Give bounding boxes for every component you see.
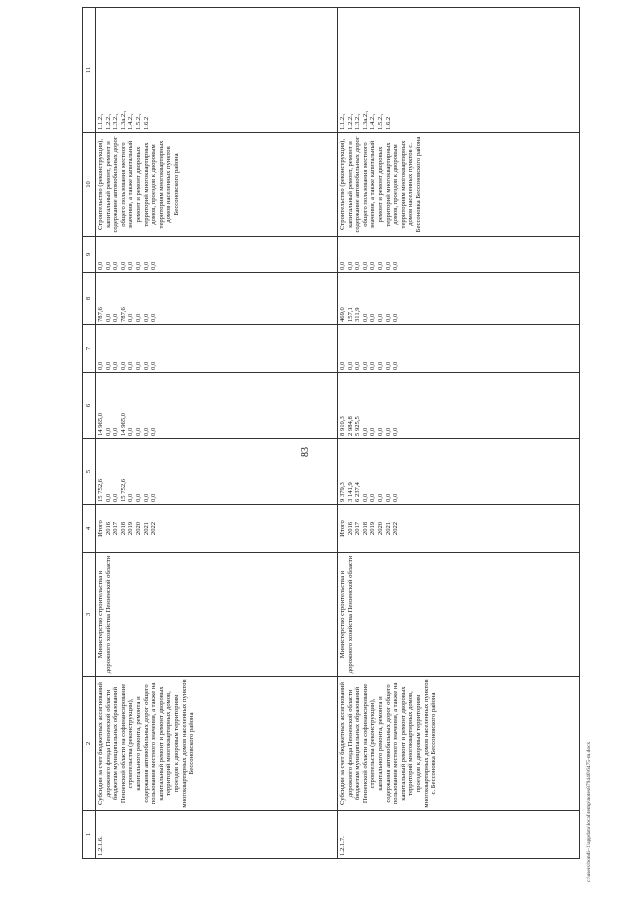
indicator-cell: 1.3а.2.,: [361, 110, 369, 130]
value-cell: 787,6: [97, 307, 104, 322]
value-cell: 0,0: [104, 427, 112, 436]
value-cell: 0,0: [142, 313, 150, 322]
value-cell: 311,9: [354, 307, 362, 322]
value-cell: 0,0: [376, 313, 384, 322]
value-cell: 0,0: [384, 427, 392, 436]
year-cell: 2021: [384, 521, 392, 536]
table-row: [96, 8, 338, 859]
year-cell: 2022: [392, 521, 400, 536]
row-col9: [338, 237, 580, 273]
value-cell: 0,0: [376, 261, 384, 270]
value-cell: 0,0: [369, 427, 377, 436]
value-cell: 0,0: [354, 361, 362, 370]
value-cell: 0,0: [142, 361, 150, 370]
value-cell: 787,6: [119, 307, 127, 322]
value-cell: 0,0: [150, 361, 158, 370]
year-cell: Итого: [339, 520, 346, 537]
value-cell: 0,0: [376, 361, 384, 370]
year-cell: 2016: [346, 521, 354, 536]
row-col8: [96, 273, 338, 325]
value-cell: 0,0: [384, 493, 392, 502]
year-cell: 2019: [369, 521, 377, 536]
value-cell: 0,0: [339, 261, 346, 270]
row-indicators: [96, 8, 338, 133]
value-cell: 0,0: [346, 361, 354, 370]
value-cell: 0,0: [369, 493, 377, 502]
value-cell: 0,0: [346, 261, 354, 270]
row-id: 1.2.1.6.: [96, 811, 338, 859]
header-cell: 7: [83, 325, 96, 373]
value-cell: 0,0: [142, 493, 150, 502]
value-cell: 0,0: [134, 261, 142, 270]
value-cell: 0,0: [361, 361, 369, 370]
value-cell: 0,0: [112, 313, 120, 322]
value-cell: 157,1: [346, 307, 354, 322]
row-result: Строительство (реконструкция), капитальный ремонт, ремонт и содержание автомобильных дорог общего пользования местного значения, а также капитальный ремонт и ремонт дворовых территорий многоквартирных домов, проездов к дворовым территориям многоквартирных домов населенных пунктов Бессоновского района: [96, 133, 338, 237]
value-cell: 0,0: [376, 493, 384, 502]
header-cell: 4: [83, 505, 96, 553]
value-cell: 0,0: [384, 261, 392, 270]
value-cell: 6 237,4: [354, 482, 362, 502]
value-cell: 0,0: [339, 361, 346, 370]
year-cell: 2017: [354, 521, 362, 536]
header-cell: 11: [83, 8, 96, 133]
header-cell: 5: [83, 439, 96, 505]
value-cell: 0,0: [134, 427, 142, 436]
year-cell: 2018: [119, 521, 127, 536]
value-cell: 0,0: [104, 313, 112, 322]
footer-file-path: c:\users\bondi~1\appdata\local\temp\notes879440\6475-m.docx: [586, 741, 592, 882]
value-cell: 0,0: [134, 313, 142, 322]
indicator-cell: 1.5.2.,: [134, 113, 142, 130]
indicator-cell: 1.2.2.,: [346, 113, 354, 130]
value-cell: 469,0: [339, 307, 346, 322]
value-cell: 0,0: [134, 493, 142, 502]
row-id: 1.2.1.7.: [338, 811, 580, 859]
value-cell: 0,0: [119, 261, 127, 270]
value-cell: 0,0: [361, 493, 369, 502]
year-cell: 2021: [142, 521, 150, 536]
value-cell: 0,0: [134, 361, 142, 370]
rotated-table-wrapper: [82, 8, 580, 859]
value-cell: 0,0: [112, 361, 120, 370]
row-years: [96, 505, 338, 553]
value-cell: 0,0: [384, 361, 392, 370]
value-cell: 2 984,8: [346, 416, 354, 436]
header-cell: 10: [83, 133, 96, 237]
value-cell: 0,0: [112, 261, 120, 270]
year-cell: 2019: [127, 521, 135, 536]
row-col5: [338, 439, 580, 505]
value-cell: 0,0: [150, 427, 158, 436]
value-cell: 0,0: [112, 493, 120, 502]
indicator-cell: 1.3.2.,: [112, 113, 120, 130]
header-cell: 2: [83, 677, 96, 811]
value-cell: 0,0: [97, 361, 104, 370]
indicator-cell: 1.2.2.,: [104, 113, 112, 130]
row-col8: [338, 273, 580, 325]
value-cell: 14 965,0: [97, 412, 104, 436]
indicator-cell: 1.3а.2.,: [119, 110, 127, 130]
row-result: Строительство (реконструкция), капитальный ремонт, ремонт и содержание автомобильных дорог общего пользования местного значения, а также капитальный ремонт и ремонт дворовых территорий многоквартирных домов, проездов к дворовым территориям многоквартирных домов населенных пунктов с. Бессоновка Бессоновского района: [338, 133, 580, 237]
header-row: [83, 8, 96, 859]
row-col6: [338, 373, 580, 439]
value-cell: 0,0: [369, 261, 377, 270]
row-col7: [96, 325, 338, 373]
header-cell: 6: [83, 373, 96, 439]
value-cell: 0,0: [354, 261, 362, 270]
value-cell: 0,0: [369, 313, 377, 322]
value-cell: 0,0: [384, 313, 392, 322]
value-cell: 0,0: [150, 261, 158, 270]
value-cell: 0,0: [392, 493, 400, 502]
header-cell: 1: [83, 811, 96, 859]
value-cell: 0,0: [361, 313, 369, 322]
row-col6: [96, 373, 338, 439]
year-cell: 2020: [134, 521, 142, 536]
row-col7: [338, 325, 580, 373]
value-cell: 0,0: [127, 427, 135, 436]
indicator-cell: 1.1.2.,: [97, 113, 104, 130]
value-cell: 0,0: [150, 313, 158, 322]
row-executor: Министерство строительства и дорожного хозяйства Пензенской области: [338, 553, 580, 677]
indicator-cell: 1.6.2: [384, 116, 392, 130]
value-cell: 0,0: [376, 427, 384, 436]
year-cell: 2016: [104, 521, 112, 536]
row-indicators: [338, 8, 580, 133]
value-cell: 15 752,6: [97, 478, 104, 502]
header-cell: 3: [83, 553, 96, 677]
value-cell: 0,0: [142, 261, 150, 270]
indicator-cell: 1.4.2.,: [127, 113, 135, 130]
value-cell: 3 141,9: [346, 482, 354, 502]
value-cell: 0,0: [392, 427, 400, 436]
row-col5: [96, 439, 338, 505]
value-cell: 0,0: [361, 427, 369, 436]
row-description: Субсидии за счет бюджетных ассигнований дорожного фонда Пензенской области бюджетам муниципальных образований Пензенской области на софинансирование строительства (реконструкции), капитального ремонта, ремонта и содержания автомобильных дорог общего пользования местного значения, а также на капитальный ремонт и ремонт дворовых территорий многоквартирных домов, проездов к дворовым территориям многоквартирных домов населенных пунктов Бессоновского района: [96, 677, 338, 811]
value-cell: 0,0: [127, 261, 135, 270]
value-cell: 8 910,3: [339, 416, 346, 436]
value-cell: 0,0: [392, 313, 400, 322]
row-executor: Министерство строительства и дорожного хозяйства Пензенской области: [96, 553, 338, 677]
value-cell: 15 752,6: [119, 478, 127, 502]
year-cell: 2018: [361, 521, 369, 536]
program-table: [82, 7, 580, 859]
year-cell: 2020: [376, 521, 384, 536]
value-cell: 0,0: [104, 261, 112, 270]
value-cell: 5 925,5: [354, 416, 362, 436]
value-cell: 0,0: [104, 361, 112, 370]
year-cell: Итого: [97, 520, 104, 537]
value-cell: 0,0: [392, 261, 400, 270]
value-cell: 0,0: [150, 493, 158, 502]
year-cell: 2022: [150, 521, 158, 536]
value-cell: 0,0: [142, 427, 150, 436]
indicator-cell: 1.6.2: [142, 116, 150, 130]
value-cell: 14 965,0: [119, 412, 127, 436]
value-cell: 0,0: [361, 261, 369, 270]
indicator-cell: 1.4.2.,: [369, 113, 377, 130]
value-cell: 0,0: [369, 361, 377, 370]
table-row: [338, 8, 580, 859]
year-cell: 2017: [112, 521, 120, 536]
header-cell: 8: [83, 273, 96, 325]
value-cell: 0,0: [97, 261, 104, 270]
value-cell: 0,0: [104, 493, 112, 502]
row-col9: [96, 237, 338, 273]
value-cell: 0,0: [112, 427, 120, 436]
indicator-cell: 1.5.2.,: [376, 113, 384, 130]
value-cell: 0,0: [119, 361, 127, 370]
indicator-cell: 1.1.2.,: [339, 113, 346, 130]
page-number: 83: [300, 447, 311, 457]
value-cell: 0,0: [127, 313, 135, 322]
value-cell: 0,0: [127, 493, 135, 502]
value-cell: 0,0: [127, 361, 135, 370]
row-description: Субсидии за счет бюджетных ассигнований дорожного фонда Пензенской области бюджетам муниципальных образований Пензенской области на софинансирование строительства (реконструкции), капитального ремонта, ремонта и содержания автомобильных дорог общего пользования местного значения, а также на капитальный ремонт и ремонт дворовых территорий многоквартирных домов, проездов к дворовым территориям многоквартирных домов населенных пунктов с. Бессоновка Бессоновского района: [338, 677, 580, 811]
row-years: [338, 505, 580, 553]
indicator-cell: 1.3.2.,: [354, 113, 362, 130]
value-cell: 0,0: [392, 361, 400, 370]
header-cell: 9: [83, 237, 96, 273]
value-cell: 9 379,3: [339, 482, 346, 502]
